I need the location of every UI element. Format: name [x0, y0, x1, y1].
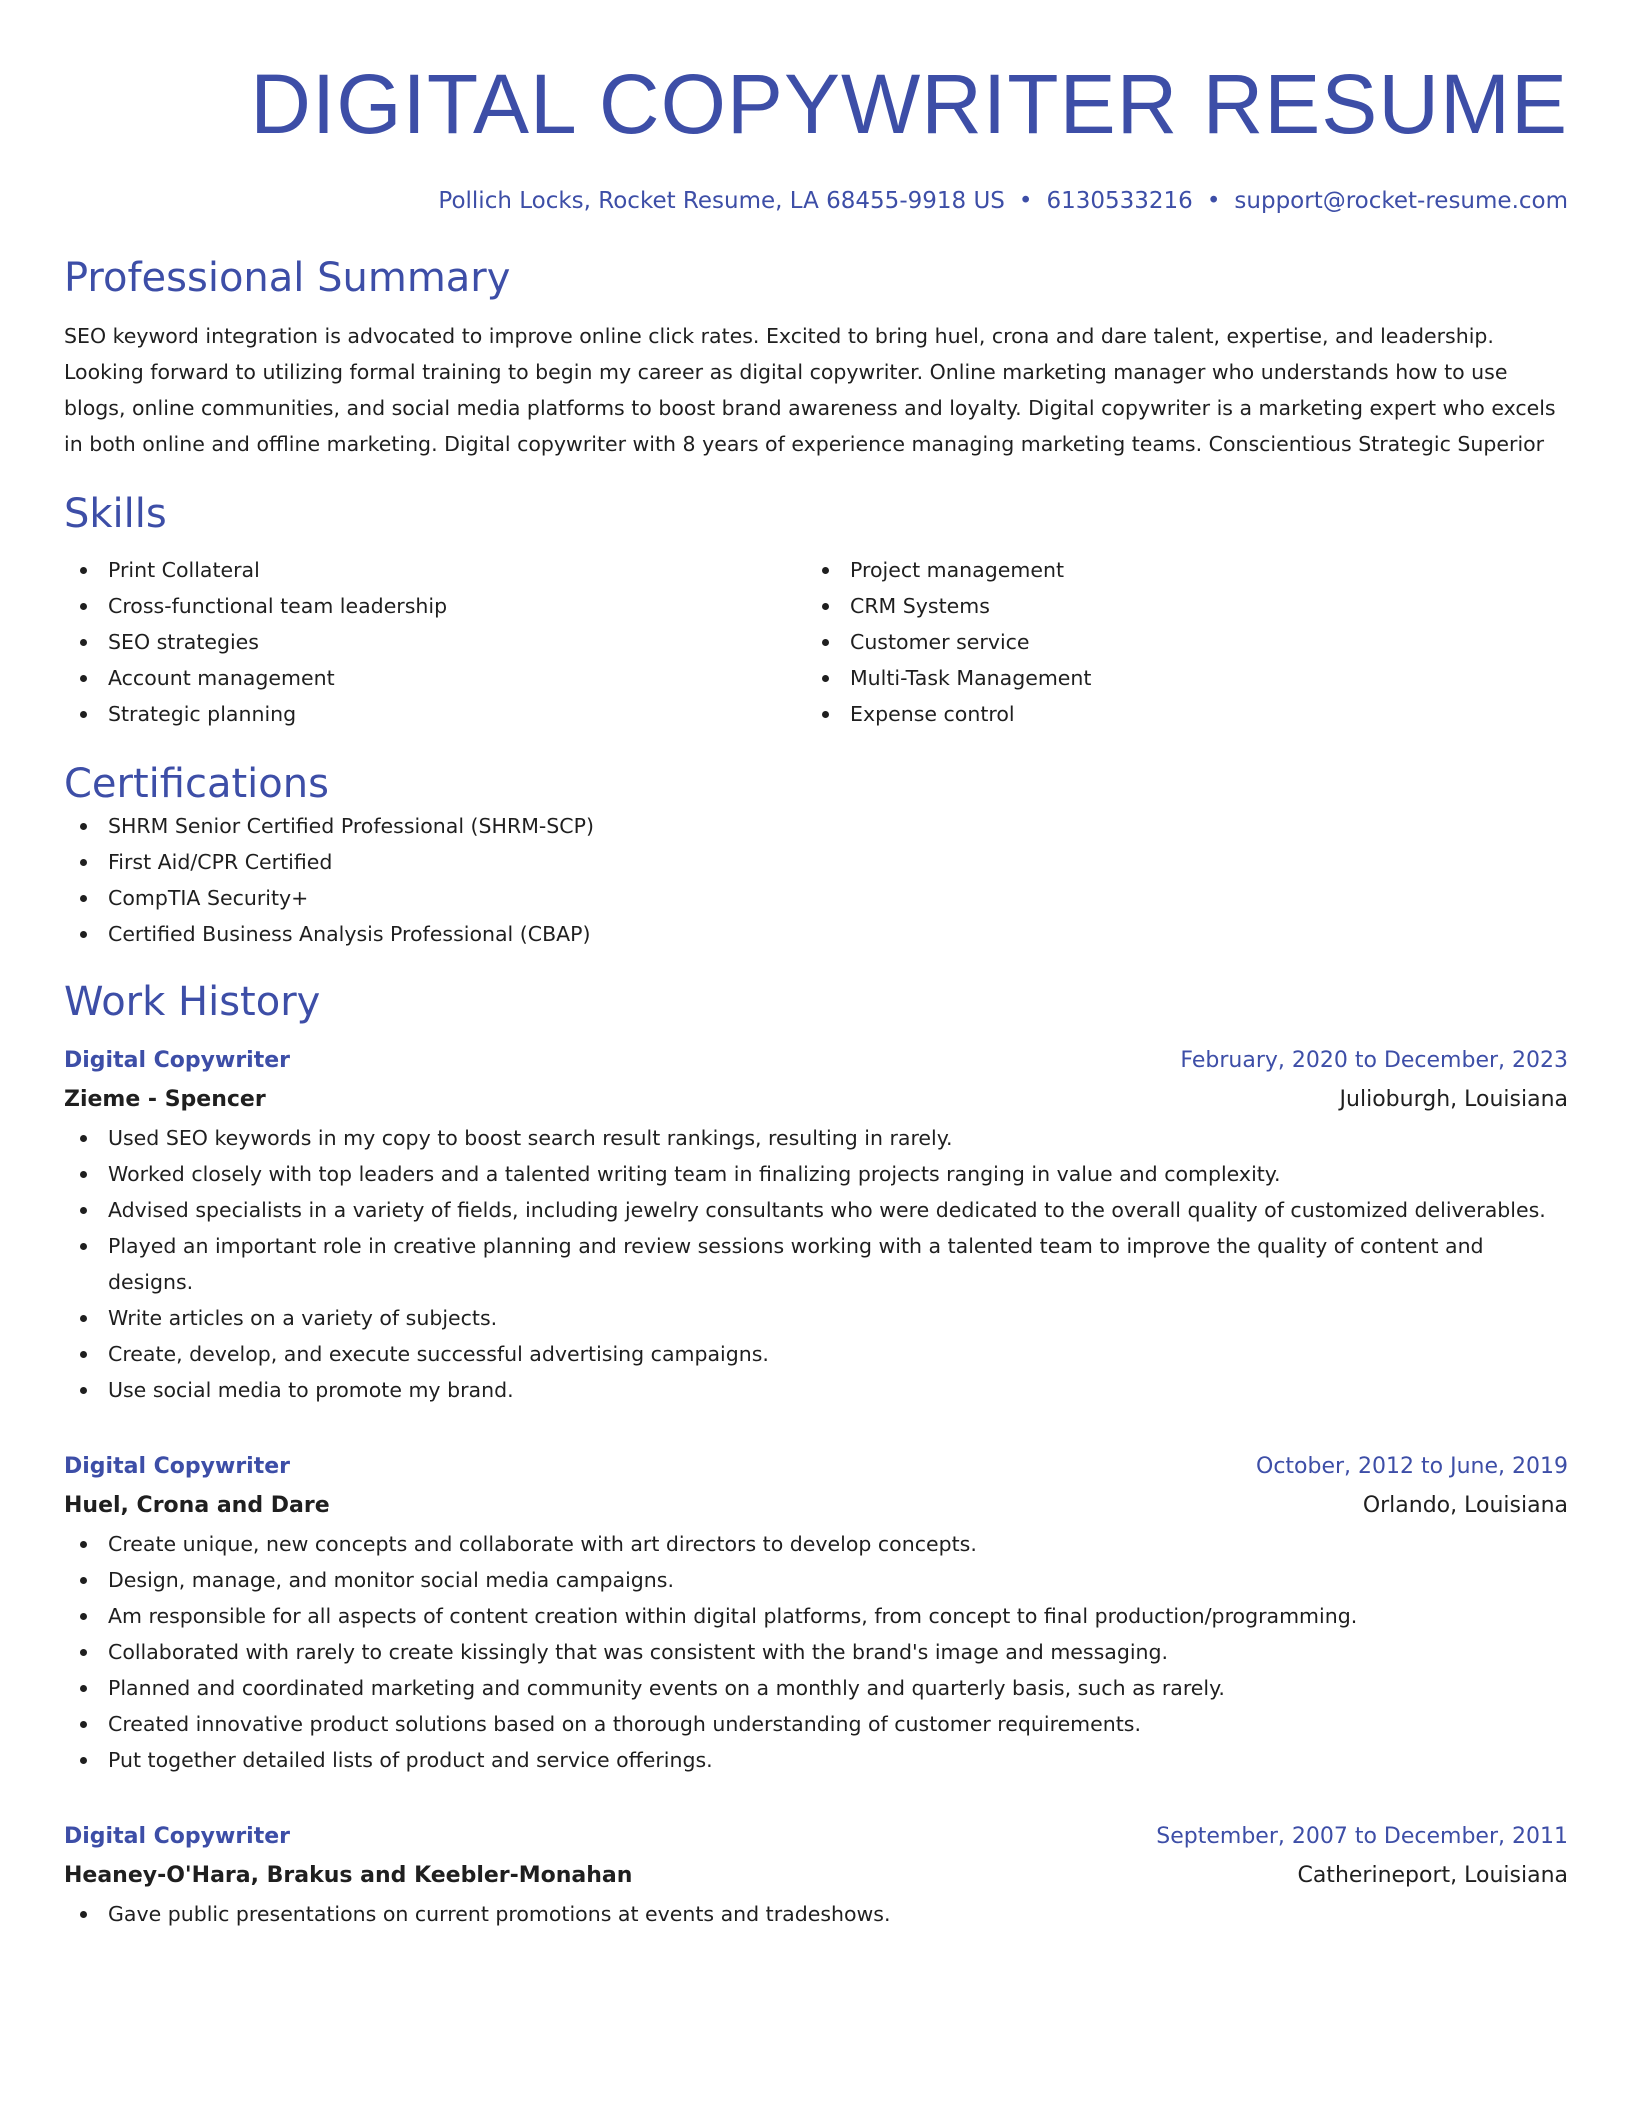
- job-entry: [64, 1042, 1568, 1408]
- job-company-row: [64, 1486, 1568, 1526]
- skills-section: [64, 490, 1568, 732]
- skill-item: Expense control: [806, 696, 1548, 732]
- job-bullet: Write articles on a variety of subjects.: [64, 1300, 1568, 1336]
- job-bullet: Create unique, new concepts and collaborate with art directors to develop concepts.: [64, 1526, 1568, 1562]
- summary-text: SEO keyword integration is advocated to improve online click rates. Excited to bring huel, crona and dare talent, expertise, and leadership. Looking forward to utilizing formal training to begin my career as digital copywriter. Online marketing manager who understands how to use blogs, online communities, and social media platforms to boost brand awareness and loyalty. Digital copywriter is a marketing expert who excels in both online and offline marketing. Digital copywriter with 8 years of experience managing marketing teams. Conscientious Strategic Superior: [64, 324, 1556, 456]
- contact-separator: •: [1018, 188, 1033, 214]
- certifications-heading: Certifications: [64, 761, 329, 807]
- job-title: Digital Copywriter: [64, 1048, 291, 1073]
- certification-item: CompTIA Security+: [64, 880, 1568, 916]
- job-title-row: [64, 1042, 1568, 1080]
- skill-item: Strategic planning: [64, 696, 806, 732]
- job-company-row: [64, 1856, 1568, 1896]
- job-bullet: Design, manage, and monitor social media campaigns.: [64, 1562, 1568, 1598]
- contact-separator: •: [1206, 188, 1221, 214]
- job-bullet: Created innovative product solutions based on a thorough understanding of customer requirements.: [64, 1706, 1568, 1742]
- skill-item: CRM Systems: [806, 588, 1548, 624]
- job-bullet: Use social media to promote my brand.: [64, 1372, 1568, 1408]
- skills-grid: [64, 552, 1568, 732]
- job-bullet: Am responsible for all aspects of content creation within digital platforms, from concept to final production/programming.: [64, 1598, 1568, 1634]
- job-bullet: Advised specialists in a variety of fields, including jewelry consultants who were dedicated to the overall quality of customized deliverables.: [64, 1192, 1568, 1228]
- job-title: Digital Copywriter: [64, 1454, 291, 1479]
- work-history-heading: Work History: [64, 979, 321, 1025]
- skills-list-left: [64, 552, 806, 732]
- certification-item: First Aid/CPR Certified: [64, 844, 1568, 880]
- certifications-section: [64, 760, 1568, 952]
- job-bullet: Collaborated with rarely to create kissingly that was consistent with the brand's image and messaging.: [64, 1634, 1568, 1670]
- job-entry: [64, 1818, 1568, 1932]
- job-title: Digital Copywriter: [64, 1824, 291, 1849]
- certifications-list: [64, 808, 1568, 952]
- job-bullet-list: [64, 1896, 1568, 1932]
- job-bullet: Played an important role in creative planning and review sessions working with a talented team to improve the quality of content and designs.: [64, 1228, 1568, 1300]
- job-bullet-list: [64, 1526, 1568, 1778]
- job-location: Orlando, Louisiana: [1362, 1493, 1568, 1518]
- job-bullet: Planned and coordinated marketing and community events on a monthly and quarterly basis, such as rarely.: [64, 1670, 1568, 1706]
- certification-item: Certified Business Analysis Professional (CBAP): [64, 916, 1568, 952]
- contact-address: Pollich Locks, Rocket Resume, LA 68455-9918 US: [438, 188, 1005, 214]
- skills-heading: Skills: [64, 491, 167, 537]
- resume-title: DIGITAL COPYWRITER RESUME: [250, 57, 1568, 151]
- summary-heading: Professional Summary: [64, 255, 511, 301]
- job-location: Julioburgh, Louisiana: [1339, 1087, 1568, 1112]
- resume-header: [64, 0, 1568, 216]
- certification-item: SHRM Senior Certified Professional (SHRM-SCP): [64, 808, 1568, 844]
- job-location: Catherineport, Louisiana: [1297, 1863, 1568, 1888]
- contact-phone: 6130533216: [1046, 188, 1193, 214]
- skills-list-right: [806, 552, 1548, 732]
- job-bullet: Gave public presentations on current promotions at events and tradeshows.: [64, 1896, 1568, 1932]
- summary-section: [64, 254, 1568, 462]
- job-company: Huel, Crona and Dare: [64, 1493, 330, 1518]
- job-dates: September, 2007 to December, 2011: [1156, 1824, 1568, 1849]
- skill-item: Cross-functional team leadership: [64, 588, 806, 624]
- job-company: Heaney-O'Hara, Brakus and Keebler-Monahan: [64, 1863, 633, 1888]
- work-history-section: [64, 978, 1568, 1932]
- job-dates: October, 2012 to June, 2019: [1256, 1454, 1568, 1479]
- contact-line: [64, 186, 1568, 216]
- contact-email: support@rocket-resume.com: [1234, 188, 1568, 214]
- job-bullet: Put together detailed lists of product and service offerings.: [64, 1742, 1568, 1778]
- job-title-row: [64, 1448, 1568, 1486]
- job-company-row: [64, 1080, 1568, 1120]
- skill-item: SEO strategies: [64, 624, 806, 660]
- skill-item: Project management: [806, 552, 1548, 588]
- job-company: Zieme - Spencer: [64, 1087, 266, 1112]
- skill-item: Multi-Task Management: [806, 660, 1548, 696]
- skill-item: Print Collateral: [64, 552, 806, 588]
- skill-item: Account management: [64, 660, 806, 696]
- skill-item: Customer service: [806, 624, 1548, 660]
- job-title-row: [64, 1818, 1568, 1856]
- job-bullet: Create, develop, and execute successful advertising campaigns.: [64, 1336, 1568, 1372]
- job-bullet: Used SEO keywords in my copy to boost search result rankings, resulting in rarely.: [64, 1120, 1568, 1156]
- job-dates: February, 2020 to December, 2023: [1180, 1048, 1568, 1073]
- job-bullet-list: [64, 1120, 1568, 1408]
- job-entry: [64, 1448, 1568, 1778]
- job-bullet: Worked closely with top leaders and a talented writing team in finalizing projects ranging in value and complexity.: [64, 1156, 1568, 1192]
